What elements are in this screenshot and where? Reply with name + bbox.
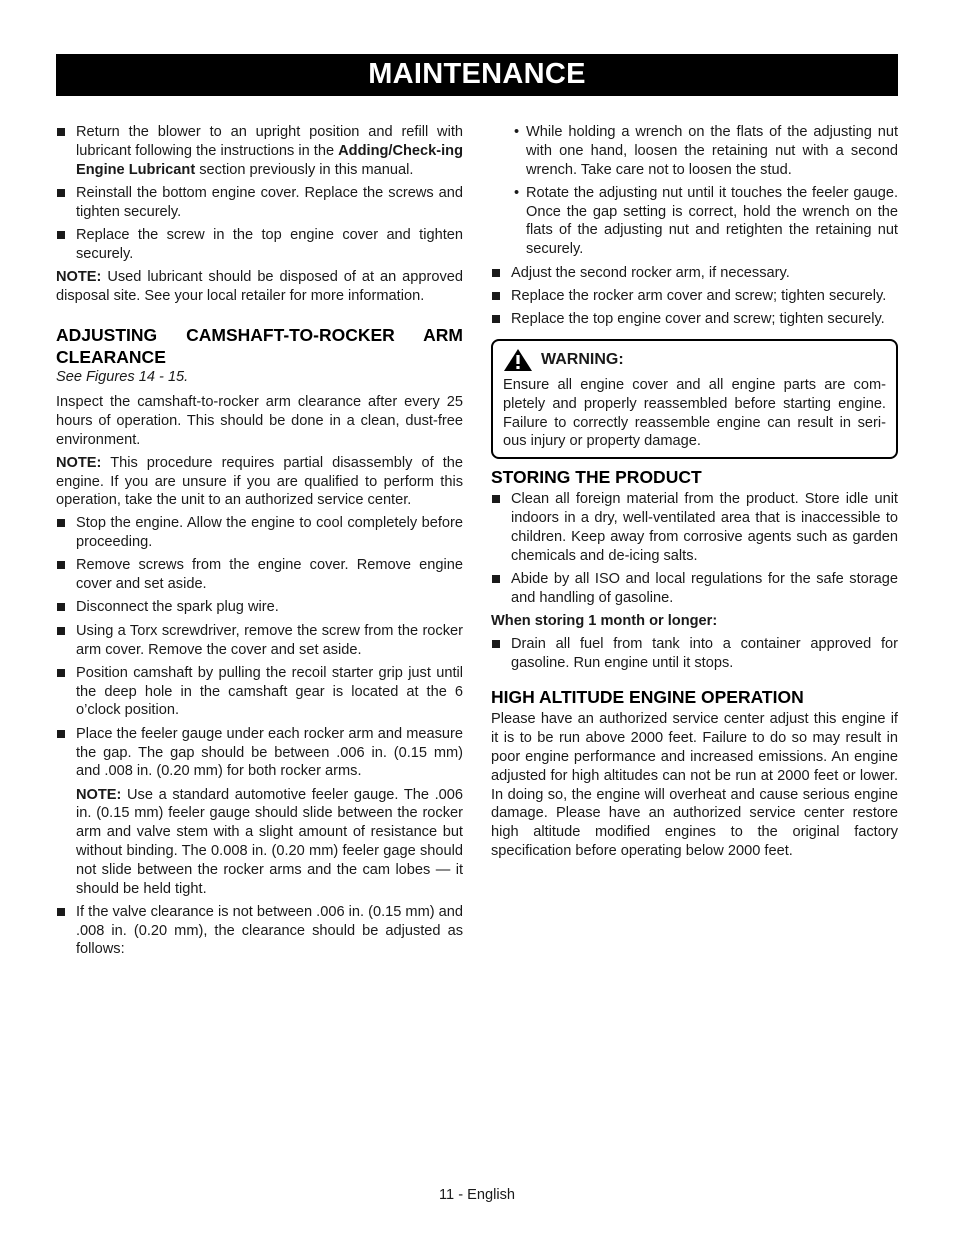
list-item: Place the feeler gauge under each rocker arm and measure the gap. The gap should be between .006 in. (0.15 mm) and .008 in. (0.20 mm) for both rocker arms.	[56, 725, 463, 781]
final-steps-list	[491, 264, 898, 329]
warning-triangle-icon	[503, 348, 533, 372]
list-item: Using a Torx screwdriver, remove the screw from the rocker arm cover. Remove the cover and set aside.	[56, 622, 463, 660]
section-reference: Adding/Check-ing Engine Lubricant	[76, 142, 463, 178]
steps-list	[56, 514, 463, 781]
figure-reference: See Figures 14 - 15.	[56, 368, 189, 385]
list-item: Drain all fuel from tank into a container approved for gasoline. Run engine until it stops.	[491, 635, 898, 673]
note-text: Use a standard automotive feeler gauge. The .006 in. (0.15 mm) feeler gauge should slide between the rocker arm and valve stem with a slight amount of resistance but without binding. The 0.008 in. (0.20 mm) feeler gage should not slide between the rocker arms and the cam lobes — it should be held tight.	[76, 786, 463, 897]
warning-text: Ensure all engine cover and all engine parts are com-pletely and properly reassembled before starting engine. Failure to correctly reassemble engine can result in seri-ous injury or property damage.	[503, 376, 886, 450]
sub-steps-list	[511, 123, 898, 259]
storing-list	[491, 490, 898, 607]
list-item: Replace the rocker arm cover and screw; tighten securely.	[491, 287, 898, 306]
subheading: When storing 1 month or longer:	[491, 612, 718, 629]
list-item: Adjust the second rocker arm, if necessary.	[491, 264, 898, 283]
storing-sub-list	[491, 635, 898, 673]
paragraph: Inspect the camshaft-to-rocker arm clearance after every 25 hours of operation. This should be done in a clean, dust-free environment.	[56, 394, 463, 449]
section-heading: ADJUSTING CAMSHAFT-TO-ROCKER ARM CLEARANCE	[56, 324, 463, 367]
paragraph: Please have an authorized service center adjust this engine if it is to be run above 2000 feet. Failure to do so may result in poor engine performance and increased emissions. An engine adjusted for high altitudes can not be run at 2000 feet or lower. In doing so, the engine will overheat and cause serious engine damage. Please have an authorized service center restore high altitude modified engines to the original factory specification before operating below 2000 feet.	[491, 711, 898, 859]
note	[76, 786, 463, 899]
left-column	[56, 123, 463, 964]
sub-list-item: • Rotate the adjusting nut until it touches the feeler gauge. Once the gap setting is correct, hold the wrench on the flats of the adjusting nut and retighten the retaining nut securely.	[511, 184, 898, 259]
list-item	[56, 123, 463, 179]
note	[56, 268, 463, 306]
page-number: 11 - English	[439, 1187, 515, 1203]
section-heading: HIGH ALTITUDE ENGINE OPERATION	[491, 687, 804, 708]
note-text: This procedure requires partial disassembly of the engine. If you are unsure if you are qualified to perform this operation, take the unit to an authorized service center.	[56, 454, 463, 509]
list-item: Abide by all ISO and local regulations for the safe storage and handling of gasoline.	[491, 570, 898, 608]
intro-list	[56, 123, 463, 264]
note-label: NOTE:	[56, 269, 102, 286]
section-heading: STORING THE PRODUCT	[491, 467, 702, 488]
list-item: Replace the top engine cover and screw; tighten securely.	[491, 310, 898, 329]
note-text: Used lubricant should be disposed of at an approved disposal site. See your local retailer for more information.	[56, 269, 463, 304]
list-item: Position camshaft by pulling the recoil starter grip just until the deep hole in the camshaft gear is located at the 6 o’clock position.	[56, 664, 463, 720]
note-label: NOTE:	[76, 786, 122, 803]
list-item-text: Return the blower to an upright position and refill with lubricant following the instructions in the	[76, 124, 463, 159]
list-item: Disconnect the spark plug wire.	[56, 598, 463, 617]
right-column	[491, 123, 898, 865]
sub-list-item: • While holding a wrench on the flats of the adjusting nut with one hand, loosen the retaining nut with a second wrench. Take care not to loosen the stud.	[511, 123, 898, 179]
list-item: Stop the engine. Allow the engine to cool completely before proceeding.	[56, 514, 463, 552]
list-item: Clean all foreign material from the product. Store idle unit indoors in a dry, well-ventilated area that is inaccessible to children. Keep away from corrosive agents such as garden chemicals and de-icing salts.	[491, 490, 898, 565]
note-label: NOTE:	[56, 454, 102, 471]
page-title: MAINTENANCE	[56, 54, 898, 96]
list-item: If the valve clearance is not between .006 in. (0.15 mm) and .008 in. (0.20 mm), the clearance should be adjusted as follows:	[56, 903, 463, 959]
warning-title: WARNING:	[541, 350, 624, 368]
note	[56, 454, 463, 510]
list-item: Reinstall the bottom engine cover. Replace the screws and tighten securely.	[56, 184, 463, 222]
list-item: Replace the screw in the top engine cover and tighten securely.	[56, 226, 463, 264]
list-item-text: section previously in this manual.	[195, 161, 414, 178]
warning-header	[503, 348, 886, 372]
list-item: Remove screws from the engine cover. Remove engine cover and set aside.	[56, 556, 463, 594]
warning-box	[491, 339, 898, 459]
steps-list-continued	[56, 903, 463, 959]
